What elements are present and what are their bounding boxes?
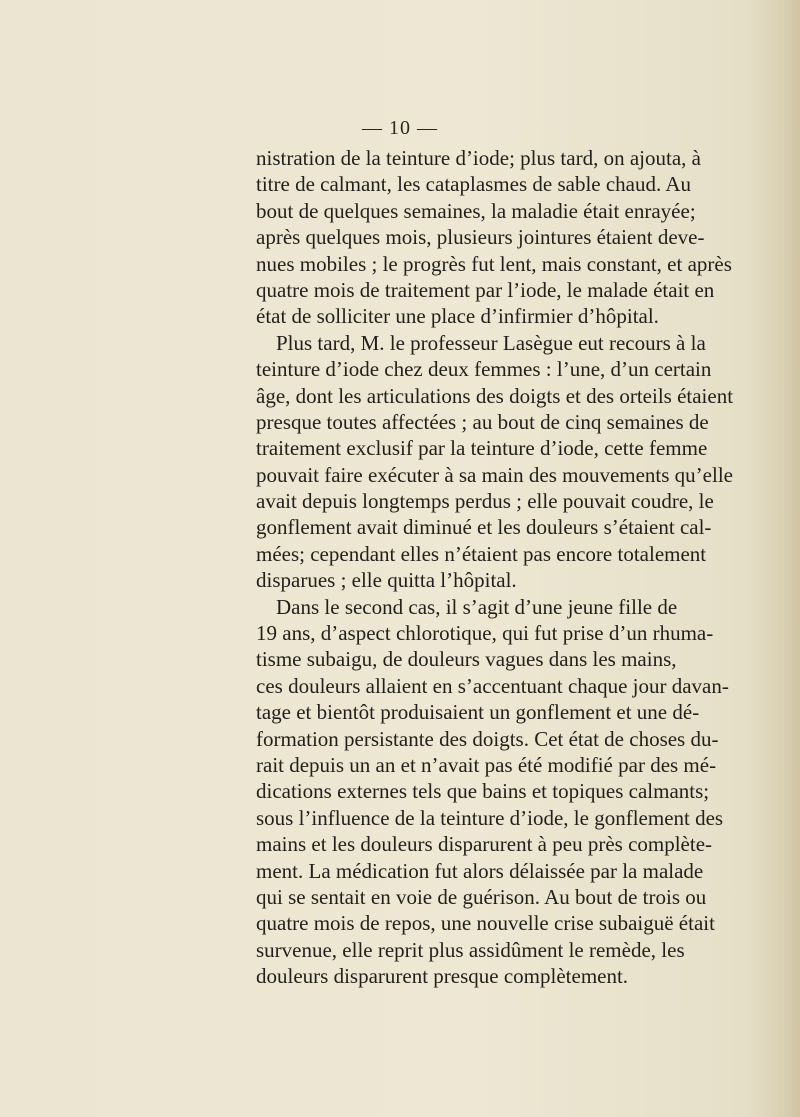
text-line: rait depuis un an et n’avait pas été modifié par des mé- xyxy=(256,752,717,777)
text-line: presque toutes affectées ; au bout de cinq semaines de xyxy=(256,409,709,434)
text-line: tage et bientôt produisaient un gonflement et une dé- xyxy=(256,700,700,725)
paragraph-1 xyxy=(256,145,732,330)
text-line: tisme subaigu, de douleurs vagues dans les mains, xyxy=(256,647,677,672)
text-line: gonflement avait diminué et les douleurs s’étaient cal- xyxy=(256,515,712,540)
text-line: traitement exclusif par la teinture d’iode, cette femme xyxy=(256,436,708,461)
page-number: — 10 — xyxy=(362,117,438,139)
text-line: âge, dont les articulations des doigts et des orteils étaient xyxy=(256,383,734,408)
text-line: titre de calmant, les cataplasmes de sable chaud. Au xyxy=(256,172,692,197)
text-line: pouvait faire exécuter à sa main des mouvements qu’elle xyxy=(256,462,733,487)
text-line: survenue, elle reprit plus assidûment le remède, les xyxy=(256,937,685,962)
body-text xyxy=(256,145,734,990)
text-line: ment. La médication fut alors délaissée par la malade xyxy=(256,858,704,883)
text-line: quatre mois de repos, une nouvelle crise subaiguë était xyxy=(256,911,715,936)
text-line: sous l’influence de la teinture d’iode, le gonflement des xyxy=(256,805,724,830)
text-line: nues mobiles ; le progrès fut lent, mais constant, et après xyxy=(256,251,732,276)
text-line: avait depuis longtemps perdus ; elle pouvait coudre, le xyxy=(256,489,714,514)
text-line: ces douleurs allaient en s’accentuant chaque jour davan- xyxy=(256,673,729,698)
text-line: qui se sentait en voie de guérison. Au bout de trois ou xyxy=(256,884,707,909)
text-line: nistration de la teinture d’iode; plus tard, on ajouta, à xyxy=(256,146,701,170)
text-line: disparues ; elle quitta l’hôpital. xyxy=(256,568,517,593)
text-line: douleurs disparurent presque complètement. xyxy=(256,964,629,989)
text-line: bout de quelques semaines, la maladie était enrayée; xyxy=(256,198,696,223)
text-line: 19 ans, d’aspect chlorotique, qui fut prise d’un rhuma- xyxy=(256,621,714,646)
text-line: état de solliciter une place d’infirmier d’hôpital. xyxy=(256,304,659,329)
text-line: formation persistante des doigts. Cet état de choses du- xyxy=(256,726,719,751)
paragraph-2 xyxy=(256,330,734,594)
text-line: dications externes tels que bains et topiques calmants; xyxy=(256,779,710,804)
text-line: Dans le second cas, il s’agit d’une jeune fille de xyxy=(276,594,678,619)
text-line: teinture d’iode chez deux femmes : l’une, d’un certain xyxy=(256,357,712,382)
text-line: quatre mois de traitement par l’iode, le malade était en xyxy=(256,277,715,302)
paragraph-3 xyxy=(256,594,729,990)
text-line: Plus tard, M. le professeur Lasègue eut recours à la xyxy=(276,330,706,355)
text-line: mées; cependant elles n’étaient pas encore totalement xyxy=(256,541,707,566)
text-line: après quelques mois, plusieurs jointures étaient deve- xyxy=(256,225,705,250)
text-line: mains et les douleurs disparurent à peu près complète- xyxy=(256,832,713,857)
